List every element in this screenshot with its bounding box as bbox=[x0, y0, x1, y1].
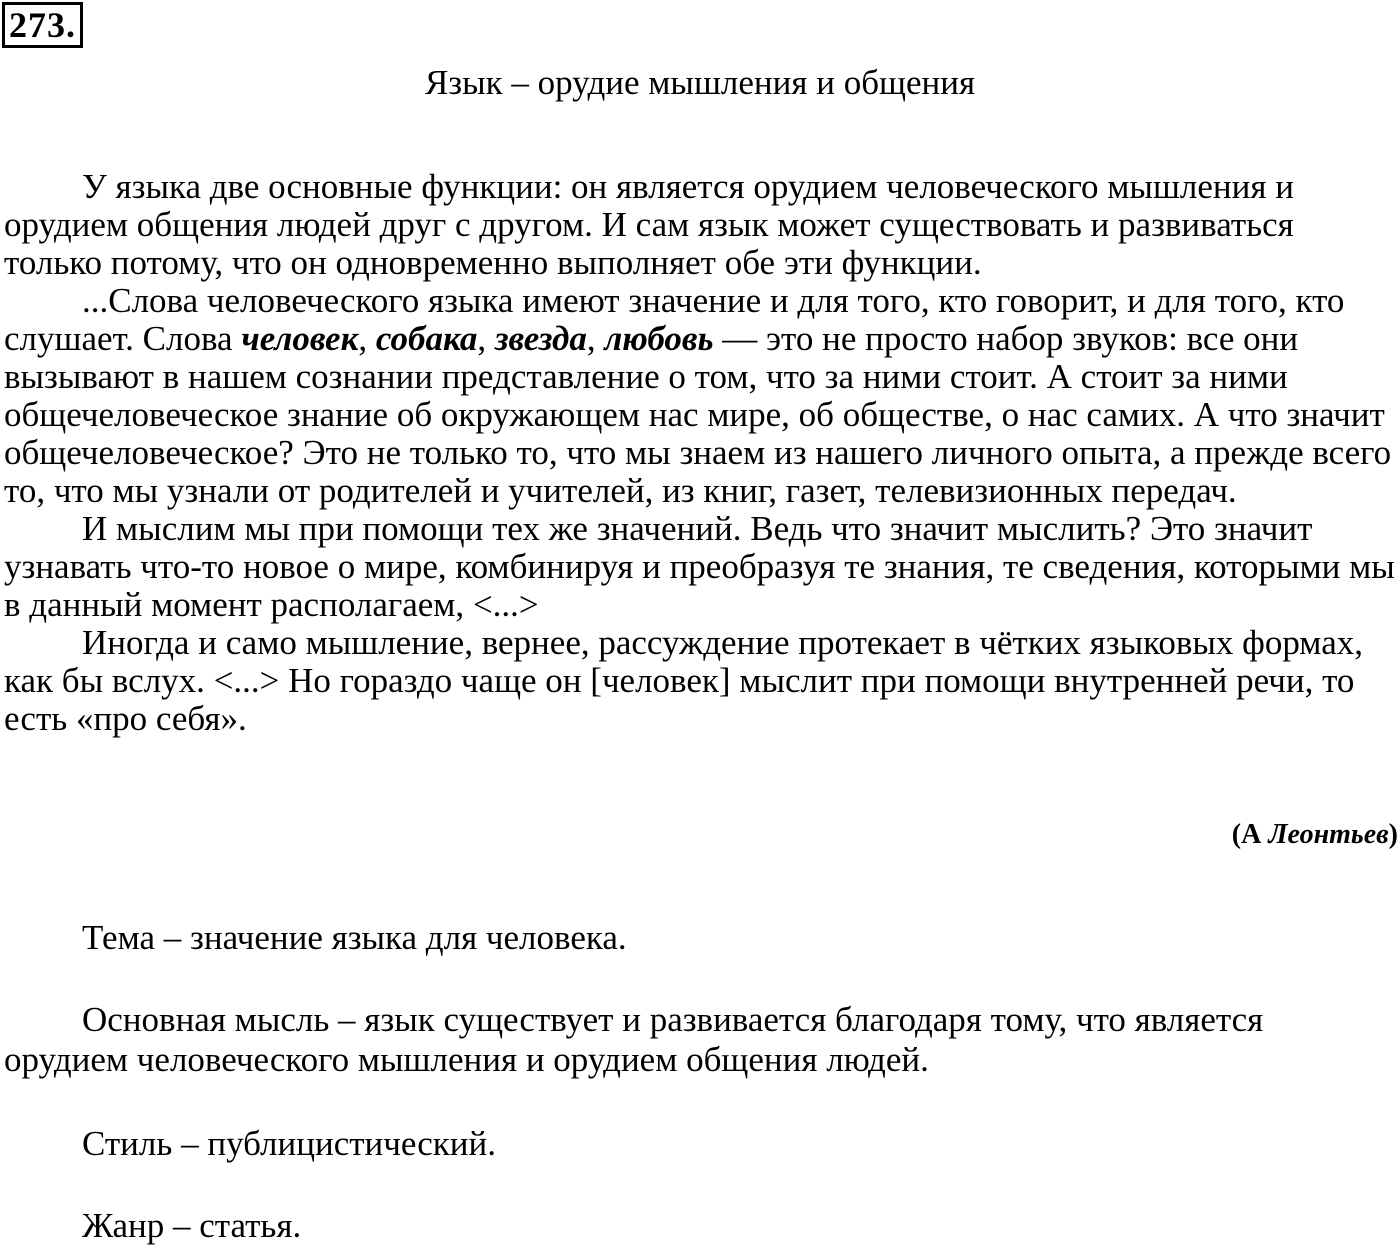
separator: , bbox=[358, 319, 376, 358]
highlight-word-lyubov: любовь bbox=[604, 319, 714, 358]
paragraph-3: И мыслим мы при помощи тех же значений. Ведь что значит мыслить? Это значит узнавать что-то новое о мире, комбинируя и преобразуя те знания, те сведения, которыми мы в данный момент располагаем, <...> bbox=[4, 509, 1395, 624]
attribution-close: ) bbox=[1388, 819, 1398, 850]
author-name: Леонтьев bbox=[1268, 819, 1389, 850]
paragraph-2-end: — это не просто набор звуков: все они вызывают в нашем сознании представление о том, что за ними стоит. А стоит за ними общечеловеческое знание об окружающем нас мире, об обществе, о нас самих. А что значит общечеловеческое? Это не только то, что мы знаем из нашего личного опыта, а прежде всего то, что мы узнали от родителей и учителей, из книг, газет, телевизионных передач. bbox=[4, 319, 1392, 510]
highlight-word-sobaka: собака bbox=[375, 319, 478, 358]
analysis-topic: Тема – значение языка для человека. bbox=[82, 918, 627, 957]
analysis-genre: Жанр – статья. bbox=[82, 1206, 302, 1245]
author-attribution bbox=[1232, 818, 1398, 852]
separator: , bbox=[586, 319, 605, 358]
paragraph-1: У языка две основные функции: он является орудием человеческого мышления и орудием общения людей друг с другом. И сам язык может существовать и развиваться только потому, что он одновременно выполняет обе эти функции. bbox=[4, 167, 1294, 282]
paragraph-4: Иногда и само мышление, вернее, рассуждение протекает в чётких языковых формах, как бы вслух. <...> Но гораздо чаще он [человек] мыслит при помощи внутренней речи, то есть «про себя». bbox=[4, 623, 1363, 738]
main-text bbox=[4, 168, 1396, 738]
exercise-number: 273. bbox=[2, 2, 83, 48]
text-title: Язык – орудие мышления и общения bbox=[424, 63, 976, 102]
paragraph-2-start: ...Слова человеческого языка имеют значение и для того, кто говорит, и для того, кто слушает. Слова bbox=[4, 281, 1345, 358]
attribution-open: (А bbox=[1231, 819, 1269, 850]
highlight-word-chelovek: человек bbox=[241, 319, 359, 358]
analysis-main-idea: Основная мысль – язык существует и развивается благодаря тому, что является орудием человеческого мышления и орудием общения людей. bbox=[4, 1000, 1264, 1079]
highlight-word-zvezda: звезда bbox=[494, 319, 587, 358]
analysis-style: Стиль – публицистический. bbox=[82, 1124, 497, 1163]
separator: , bbox=[477, 319, 495, 358]
paragraph-2 bbox=[4, 282, 1396, 510]
